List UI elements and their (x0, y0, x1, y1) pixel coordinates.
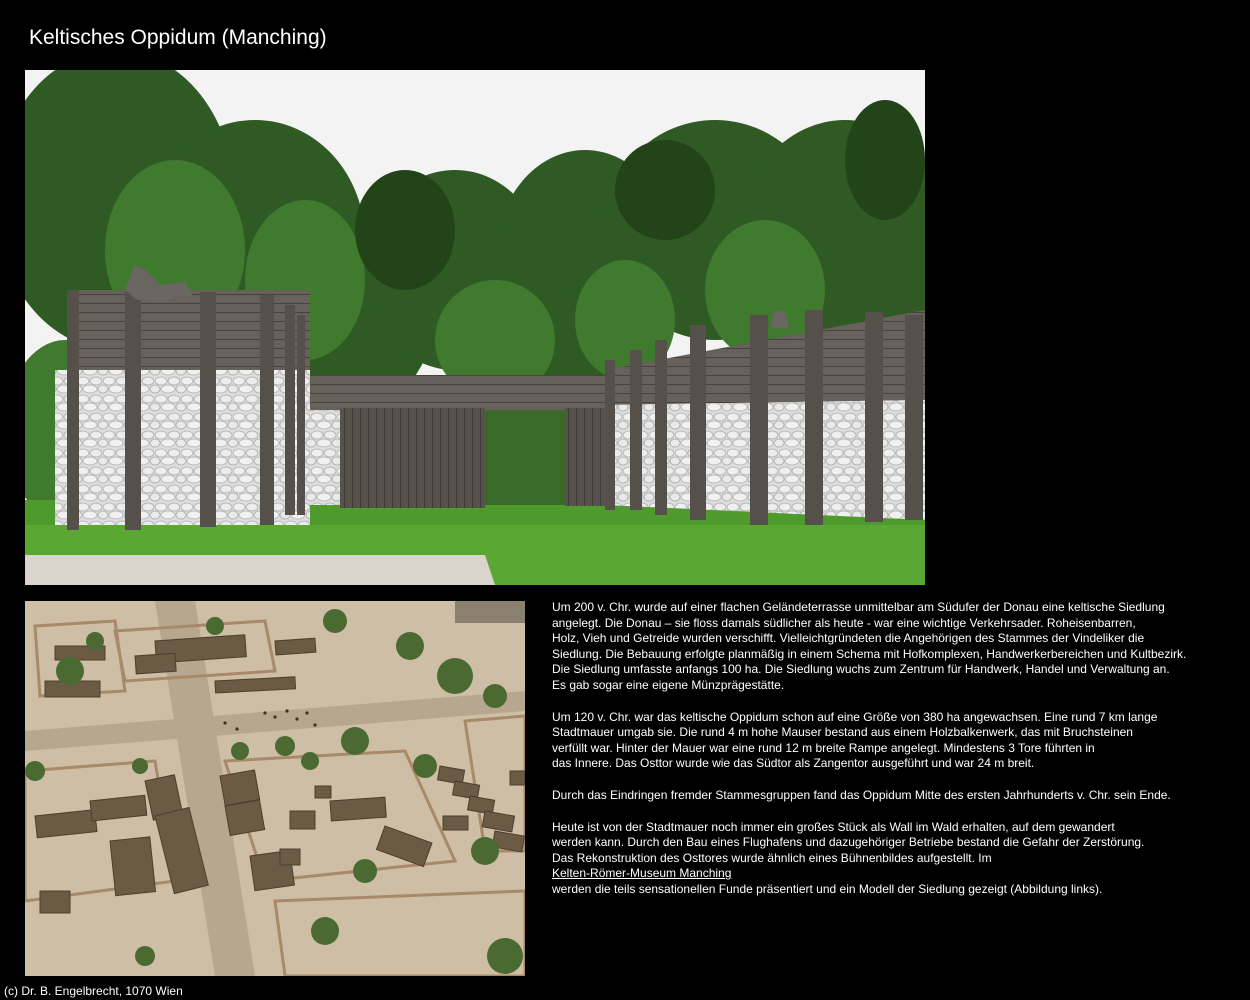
text-line: angelegt. Die Donau – sie floss damals südlicher als heute - war eine wichtige Verkehrsader. Roheisenbarren, (552, 615, 1136, 630)
text-line: Heute ist von der Stadtmauer noch immer ein großes Stück als Wall im Wald erhalten, auf dem gewandert (552, 819, 1115, 834)
text-line: Es gab sogar eine eigene Münzprägestätte. (552, 677, 785, 692)
text-line: Um 200 v. Chr. wurde auf einer flachen Geländeterrasse unmittelbar am Südufer der Donau eine keltische Siedlung (552, 600, 1165, 614)
text-line: Die Siedlung umfasste anfangs 100 ha. Die Siedlung wuchs zum Zentrum für Handwerk, Handel und Verwaltung an. (552, 662, 1170, 677)
text-line: verfüllt war. Hinter der Mauer war eine rund 12 m breite Rampe angelegt. Mindestens 3 Tore führten in (552, 740, 1095, 755)
settlement-model-photo (25, 601, 525, 976)
reconstructed-east-gate-photo (25, 70, 925, 585)
text-line: Das Rekonstruktion des Osttores wurde ähnlich eines Bühnenbildes aufgestellt. Im (552, 850, 992, 865)
paragraph-expansion (552, 710, 1242, 772)
text-line: Stadtmauer umgab sie. Die rund 4 m hohe Mauser bestand aus einem Holzbalkenwerk, das mit Bruchsteinen (552, 725, 1133, 740)
text-line: Durch das Eindringen fremder Stammesgruppen fand das Oppidum Mitte des ersten Jahrhunderts v. Chr. sein Ende. (552, 787, 1171, 802)
copyright-footer: (c) Dr. B. Engelbrecht, 1070 Wien (4, 984, 183, 998)
paragraph-founding (552, 600, 1242, 694)
text-line: Holz, Vieh und Getreide wurden verschifft. Vielleichtgründeten die Angehörigen des Stammes der Vindeliker die (552, 631, 1145, 646)
text-line: Um 120 v. Chr. war das keltische Oppidum schon auf eine Größe von 380 ha angewachsen. Eine rund 7 km lange (552, 709, 1158, 724)
article-text (552, 600, 1242, 914)
paragraph-today (552, 820, 1242, 898)
text-line: das Innere. Das Osttor wurde wie das Südtor als Zangentor ausgeführt und war 24 m breit. (552, 756, 1035, 771)
paragraph-end (552, 788, 1242, 804)
text-line: Siedlung. Die Bebauung erfolgte planmäßig in einem Schema mit Hofkomplexen, Handwerkerbereichen und Kultbezirk. (552, 646, 1187, 661)
text-line: werden die teils sensationellen Funde präsentiert und ein Modell der Siedlung gezeigt (Abbildung links). (552, 881, 1103, 896)
page-title: Keltisches Oppidum (Manching) (29, 26, 327, 49)
museum-link[interactable]: Kelten-Römer-Museum Manching (552, 866, 732, 881)
text-line: werden kann. Durch den Bau eines Flughafens und dazugehöriger Betriebe bestand die Gefahr der Zerstörung. (552, 835, 1145, 850)
